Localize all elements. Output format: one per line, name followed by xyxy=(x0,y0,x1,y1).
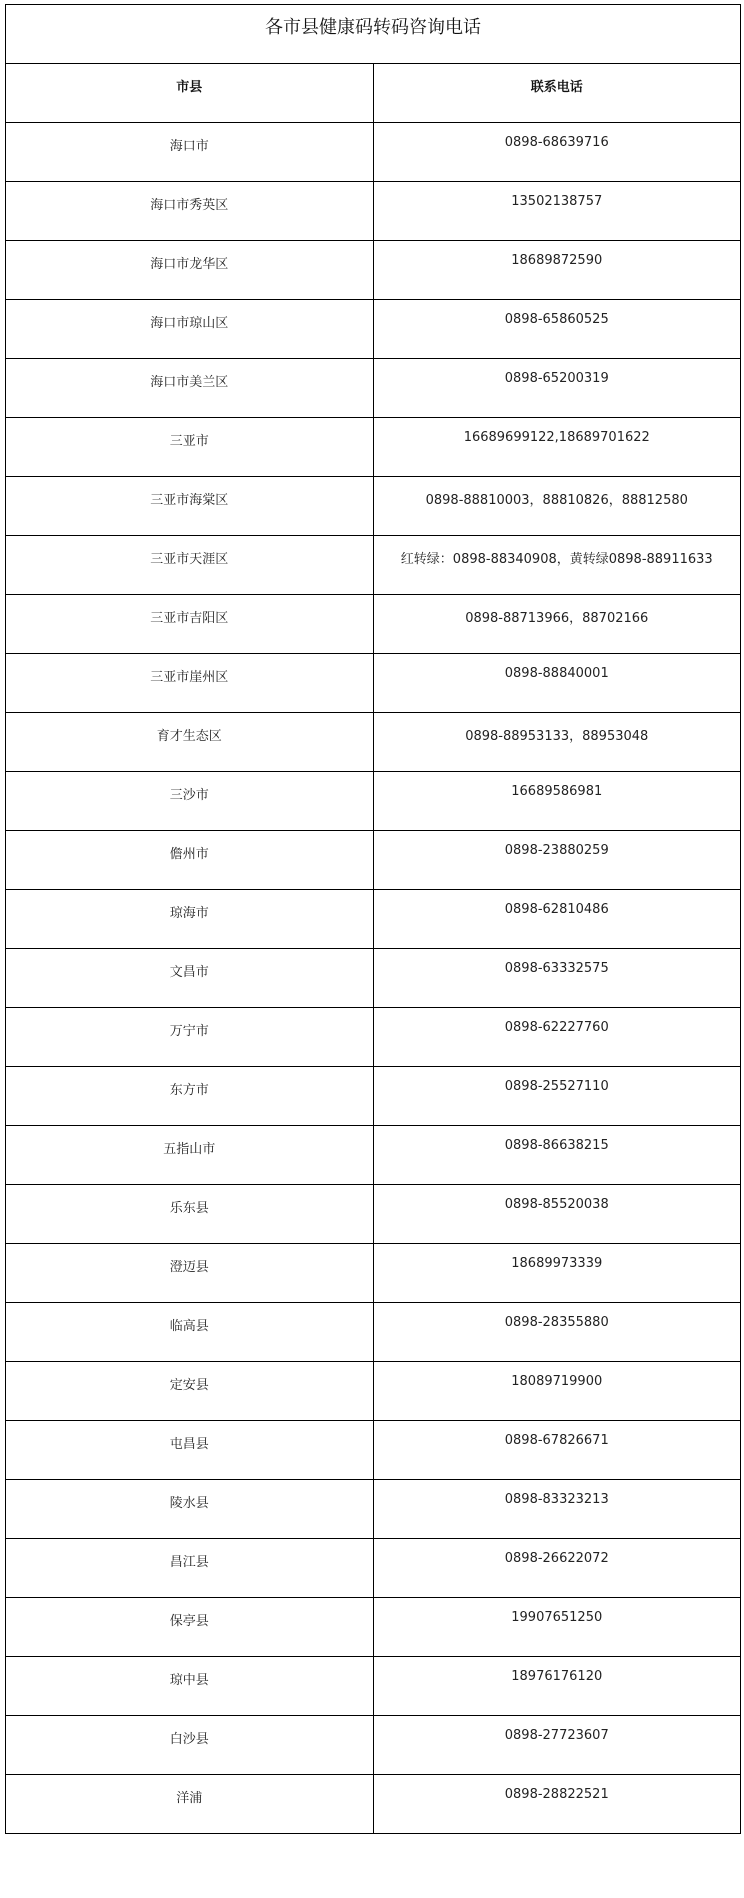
table-row xyxy=(6,1008,741,1067)
phone-cell: 0898-88840001 xyxy=(373,654,741,713)
city-cell: 儋州市 xyxy=(6,831,374,890)
city-cell: 海口市琼山区 xyxy=(6,300,374,359)
table-row xyxy=(6,1716,741,1775)
header-phone: 联系电话 xyxy=(373,64,741,123)
table-row xyxy=(6,949,741,1008)
city-cell: 海口市龙华区 xyxy=(6,241,374,300)
header-row xyxy=(6,64,741,123)
phone-cell: 0898-85520038 xyxy=(373,1185,741,1244)
phone-cell: 18689872590 xyxy=(373,241,741,300)
table-row xyxy=(6,1421,741,1480)
city-cell: 陵水县 xyxy=(6,1480,374,1539)
phone-cell: 0898-23880259 xyxy=(373,831,741,890)
city-cell: 屯昌县 xyxy=(6,1421,374,1480)
table-row xyxy=(6,654,741,713)
phone-cell: 0898-25527110 xyxy=(373,1067,741,1126)
header-city: 市县 xyxy=(6,64,374,123)
table-row xyxy=(6,890,741,949)
phone-cell: 0898-88810003，88810826，88812580 xyxy=(373,477,741,536)
phone-cell: 0898-65200319 xyxy=(373,359,741,418)
phone-cell: 16689699122,18689701622 xyxy=(373,418,741,477)
city-cell: 育才生态区 xyxy=(6,713,374,772)
phone-cell: 0898-27723607 xyxy=(373,1716,741,1775)
city-cell: 万宁市 xyxy=(6,1008,374,1067)
table-row xyxy=(6,1539,741,1598)
city-cell: 文昌市 xyxy=(6,949,374,1008)
city-cell: 定安县 xyxy=(6,1362,374,1421)
phone-cell: 18976176120 xyxy=(373,1657,741,1716)
city-cell: 三亚市 xyxy=(6,418,374,477)
city-cell: 海口市美兰区 xyxy=(6,359,374,418)
table-row xyxy=(6,182,741,241)
phone-cell: 0898-63332575 xyxy=(373,949,741,1008)
table-row xyxy=(6,477,741,536)
table-row xyxy=(6,300,741,359)
phone-cell: 0898-62227760 xyxy=(373,1008,741,1067)
table-row xyxy=(6,595,741,654)
city-cell: 琼中县 xyxy=(6,1657,374,1716)
city-cell: 海口市秀英区 xyxy=(6,182,374,241)
city-cell: 三沙市 xyxy=(6,772,374,831)
table-row xyxy=(6,1126,741,1185)
phone-cell: 0898-88713966，88702166 xyxy=(373,595,741,654)
city-cell: 三亚市崖州区 xyxy=(6,654,374,713)
contact-table xyxy=(5,4,741,1834)
city-cell: 海口市 xyxy=(6,123,374,182)
phone-cell: 0898-28822521 xyxy=(373,1775,741,1834)
city-cell: 临高县 xyxy=(6,1303,374,1362)
city-cell: 三亚市海棠区 xyxy=(6,477,374,536)
phone-cell: 19907651250 xyxy=(373,1598,741,1657)
city-cell: 乐东县 xyxy=(6,1185,374,1244)
table-row xyxy=(6,1598,741,1657)
table-row xyxy=(6,1067,741,1126)
city-cell: 澄迈县 xyxy=(6,1244,374,1303)
table-row xyxy=(6,1657,741,1716)
phone-cell: 红转绿：0898-88340908，黄转绿0898-88911633 xyxy=(373,536,741,595)
title-row xyxy=(6,5,741,64)
phone-cell: 0898-65860525 xyxy=(373,300,741,359)
table-row xyxy=(6,1362,741,1421)
table-row xyxy=(6,713,741,772)
phone-cell: 0898-83323213 xyxy=(373,1480,741,1539)
table-title: 各市县健康码转码咨询电话 xyxy=(6,5,741,64)
city-cell: 三亚市吉阳区 xyxy=(6,595,374,654)
phone-cell: 0898-88953133，88953048 xyxy=(373,713,741,772)
table-row xyxy=(6,1480,741,1539)
city-cell: 昌江县 xyxy=(6,1539,374,1598)
phone-cell: 18089719900 xyxy=(373,1362,741,1421)
table-row xyxy=(6,418,741,477)
table-row xyxy=(6,772,741,831)
city-cell: 洋浦 xyxy=(6,1775,374,1834)
phone-cell: 13502138757 xyxy=(373,182,741,241)
phone-cell: 0898-68639716 xyxy=(373,123,741,182)
table-row xyxy=(6,359,741,418)
phone-cell: 0898-26622072 xyxy=(373,1539,741,1598)
city-cell: 保亭县 xyxy=(6,1598,374,1657)
table-row xyxy=(6,123,741,182)
phone-cell: 0898-86638215 xyxy=(373,1126,741,1185)
table-row xyxy=(6,1303,741,1362)
table-row xyxy=(6,1244,741,1303)
city-cell: 白沙县 xyxy=(6,1716,374,1775)
phone-cell: 0898-28355880 xyxy=(373,1303,741,1362)
phone-cell: 18689973339 xyxy=(373,1244,741,1303)
table-row xyxy=(6,241,741,300)
city-cell: 琼海市 xyxy=(6,890,374,949)
phone-cell: 16689586981 xyxy=(373,772,741,831)
city-cell: 东方市 xyxy=(6,1067,374,1126)
table-row xyxy=(6,1185,741,1244)
phone-cell: 0898-67826671 xyxy=(373,1421,741,1480)
city-cell: 三亚市天涯区 xyxy=(6,536,374,595)
city-cell: 五指山市 xyxy=(6,1126,374,1185)
table-row xyxy=(6,1775,741,1834)
table-row xyxy=(6,831,741,890)
table-row xyxy=(6,536,741,595)
phone-cell: 0898-62810486 xyxy=(373,890,741,949)
